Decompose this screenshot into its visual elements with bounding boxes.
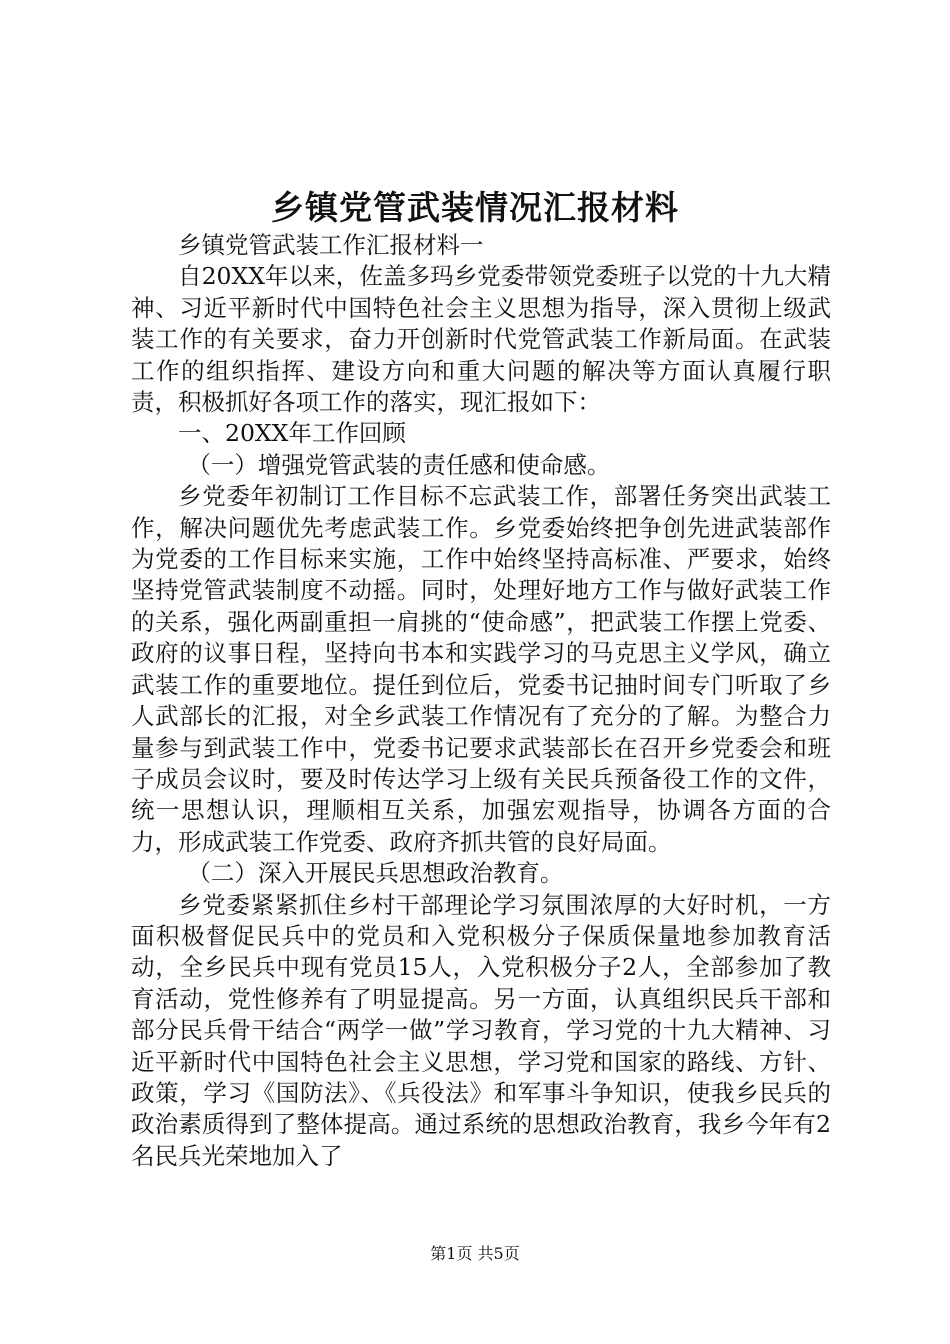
- paragraph-education: 乡党委紧紧抓住乡村干部理论学习氛围浓厚的大好时机，一方面积极督促民兵中的党员和入党积极分子保质保量地参加教育活动，全乡民兵中现有党员15人，入党积极分子2人，全部参加了教育活动，党性修养有了明显提高。另一方面，认真组织民兵干部和部分民兵骨干结合“两学一做”学习教育，学习党的十九大精神、习近平新时代中国特色社会主义思想，学习党和国家的路线、方针、政策，学习《国防法》、《兵役法》和军事斗争知识，使我乡民兵的政治素质得到了整体提高。通过系统的思想政治教育，我乡今年有2名民兵光荣地加入了: [131, 890, 831, 1170]
- paragraph-subtitle: 乡镇党管武装工作汇报材料一: [178, 231, 484, 259]
- page-number-footer: 第1页 共5页: [430, 1244, 520, 1263]
- paragraph-intro: 自20XX年以来，佐盖多玛乡党委带领党委班子以党的十九大精神、习近平新时代中国特色社会主义思想为指导，深入贯彻上级武装工作的有关要求，奋力开创新时代党管武装工作新局面。在武装工作的组织指挥、建设方向和重大问题的解决等方面认真履行职责，积极抓好各项工作的落实，现汇报如下：: [131, 262, 831, 417]
- paragraph-responsibility: 乡党委年初制订工作目标不忘武装工作，部署任务突出武装工作，解决问题优先考虑武装工作。乡党委始终把争创先进武装部作为党委的工作目标来实施，工作中始终坚持高标准、严要求，始终坚持党管武装制度不动摇。同时，处理好地方工作与做好武装工作的关系，强化两副重担一肩挑的“使命感”，把武装工作摆上党委、政府的议事日程，坚持向书本和实践学习的马克思主义学风，确立武装工作的重要地位。提任到位后，党委书记抽时间专门听取了乡人武部长的汇报，对全乡武装工作情况有了充分的了解。为整合力量参与到武装工作中，党委书记要求武装部长在召开乡党委会和班子成员会议时，要及时传达学习上级有关民兵预备役工作的文件，统一思想认识，理顺相互关系，加强宏观指导，协调各方面的合力，形成武装工作党委、政府齐抓共管的良好局面。: [131, 482, 831, 856]
- subsection-heading-2: （二）深入开展民兵思想政治教育。: [187, 859, 564, 888]
- document-title: 乡镇党管武装情况汇报材料: [271, 188, 679, 227]
- document-body: [131, 230, 831, 1172]
- section-heading-review: 一、20XX年工作回顾: [178, 419, 406, 448]
- subsection-heading-1: （一）增强党管武装的责任感和使命感。: [187, 450, 611, 479]
